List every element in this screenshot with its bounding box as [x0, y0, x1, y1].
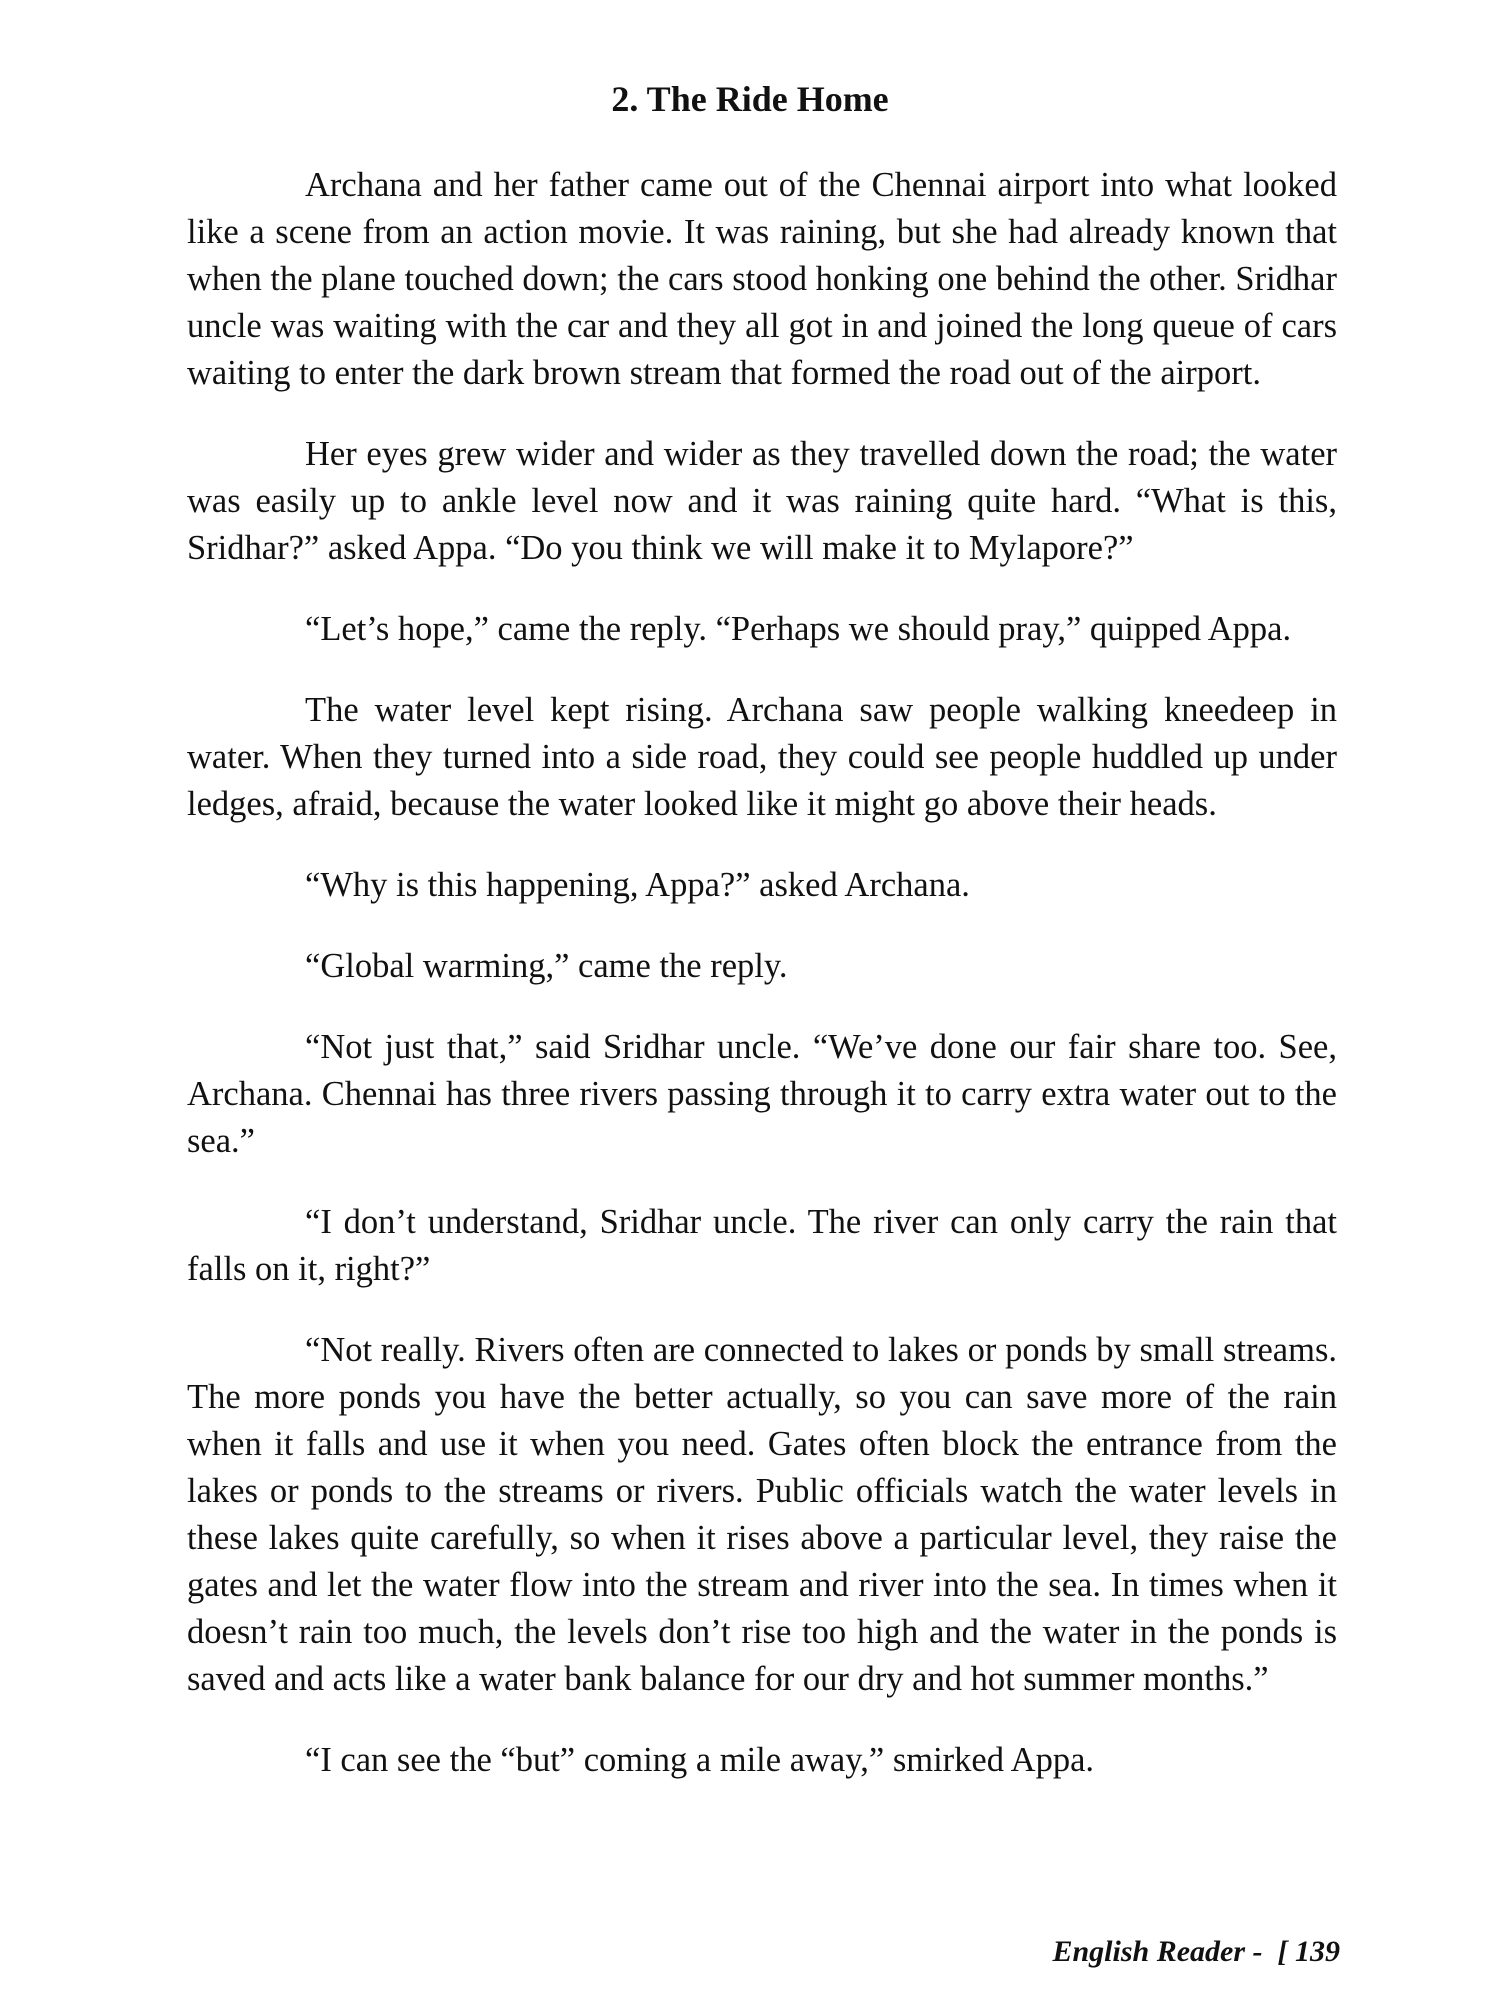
page-body	[187, 162, 1337, 1784]
paragraph-1: Archana and her father came out of the Chennai airport into what looked like a scene from an action movie. It was raining, but she had already known that when the plane touched down; the cars stood honking one behind the other. Sridhar uncle was waiting with the car and they all got in and joined the long queue of cars waiting to enter the dark brown stream that formed the road out of the airport.	[187, 166, 1337, 392]
footer-book-title: English Reader -	[1052, 1935, 1263, 1968]
paragraph-10: “I can see the “but” coming a mile away,” smirked Appa.	[305, 1741, 1095, 1779]
paragraph-5: “Why is this happening, Appa?” asked Archana.	[305, 866, 970, 904]
paragraph-4: The water level kept rising. Archana saw people walking kneedeep in water. When they turned into a side road, they could see people huddled up under ledges, afraid, because the water looked like it might go above their heads.	[187, 691, 1337, 823]
page-footer	[1052, 1935, 1340, 1969]
page-number: [ 139	[1277, 1935, 1340, 1968]
paragraph-6: “Global warming,” came the reply.	[305, 947, 788, 985]
chapter-title: 2. The Ride Home	[611, 79, 889, 119]
paragraph-2: Her eyes grew wider and wider as they travelled down the road; the water was easily up to ankle level now and it was raining quite hard. “What is this, Sridhar?” asked Appa. “Do you think we will make it to Mylapore?”	[187, 435, 1337, 567]
paragraph-9: “Not really. Rivers often are connected to lakes or ponds by small streams. The more ponds you have the better actually, so you can save more of the rain when it falls and use it when you need. Gates often block the entrance from the lakes or ponds to the streams or rivers. Public officials watch the water levels in these lakes quite carefully, so when it rises above a particular level, they raise the gates and let the water flow into the stream and river into the sea. In times when it doesn’t rain too much, the levels don’t rise too high and the water in the ponds is saved and acts like a water bank balance for our dry and hot summer months.”	[187, 1331, 1337, 1698]
paragraph-7: “Not just that,” said Sridhar uncle. “We’ve done our fair share too. See, Archana. Chennai has three rivers passing through it to carry extra water out to the sea.”	[187, 1028, 1337, 1160]
paragraph-8: “I don’t understand, Sridhar uncle. The river can only carry the rain that falls on it, right?”	[187, 1203, 1337, 1288]
paragraph-3: “Let’s hope,” came the reply. “Perhaps we should pray,” quipped Appa.	[305, 610, 1292, 648]
